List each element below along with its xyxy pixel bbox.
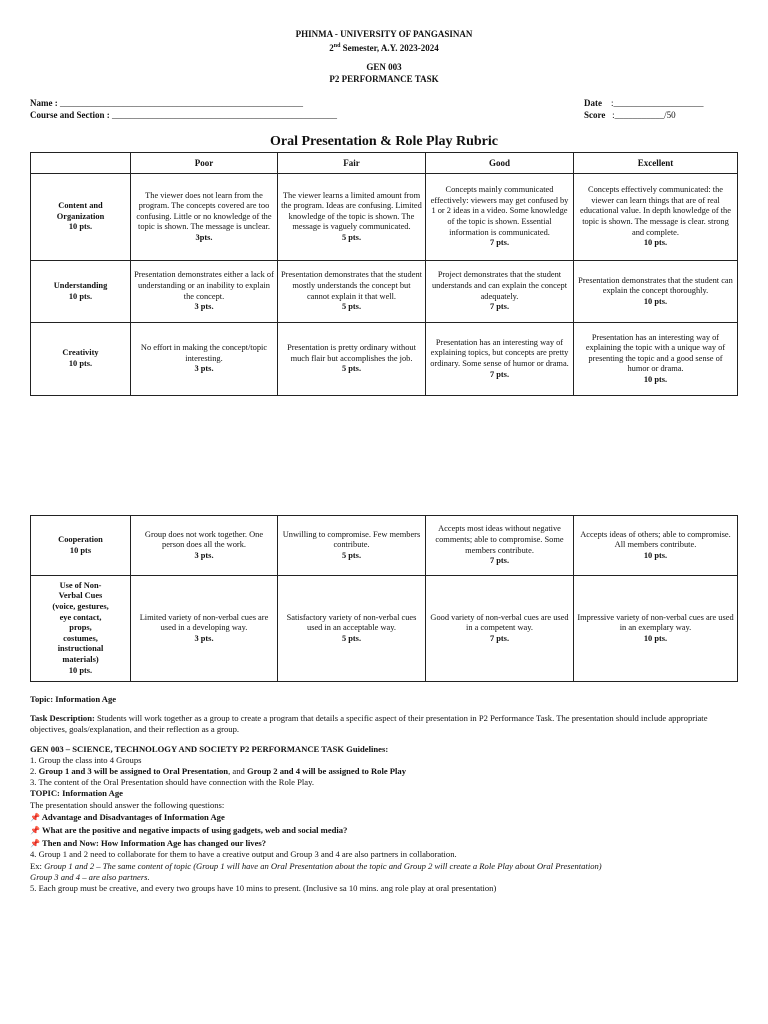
cell-description: Limited variety of non-verbal cues are used in a developing way. — [139, 612, 269, 633]
criterion-line: 10 pts. — [68, 291, 93, 301]
cell-points: 5 pts. — [341, 364, 362, 374]
cell-points: 7 pts. — [489, 556, 510, 566]
cell-points: 10 pts. — [643, 238, 668, 248]
rubric-cell — [131, 261, 278, 323]
cell-points: 10 pts. — [643, 296, 668, 306]
rubric-table-top — [30, 152, 738, 396]
rubric-cell — [426, 323, 574, 396]
rubric-cell — [574, 174, 738, 261]
cell-points: 3 pts. — [194, 633, 214, 643]
guidelines-title: GEN 003 – SCIENCE, TECHNOLOGY AND SOCIETY P2 PERFORMANCE TASK Guidelines: — [30, 743, 389, 754]
rubric-cell — [131, 323, 278, 396]
criterion-line: Organization — [56, 211, 105, 221]
table-row — [31, 261, 738, 323]
cell-description: Presentation demonstrates that the student mostly understands the concept but cannot explain it that well. — [281, 270, 422, 301]
criterion-cell — [31, 516, 131, 576]
rubric-title: Oral Presentation & Role Play Rubric — [270, 134, 498, 149]
example-label: Ex: — [30, 860, 45, 871]
cell-points: 5 pts. — [341, 550, 362, 560]
guideline-2-bold-2: Group 2 and 4 will be assigned to Role Play — [246, 766, 407, 777]
cell-description: The viewer does not learn from the program. The concepts covered are too confusing. Little or no knowledge of the topic is shown. The message is unclear. — [136, 190, 272, 232]
criterion-cell — [31, 576, 131, 682]
topic-line: Topic: Information Age — [30, 694, 117, 704]
cell-description: Presentation demonstrates either a lack of understanding or an inability to explain the concept. — [134, 270, 274, 301]
criterion-line: 10 pts. — [68, 359, 93, 368]
criterion-line: Creativity — [62, 348, 99, 358]
score-line: :___________/50 — [612, 110, 676, 120]
course-code: GEN 003 — [366, 62, 402, 72]
rubric-cell — [574, 323, 738, 396]
semester-suffix: nd — [333, 43, 341, 49]
rubric-cell — [131, 174, 278, 261]
task-description-label: Task Description: — [30, 713, 95, 724]
cell-points: 7 pts. — [489, 302, 510, 312]
question-2-text: What are the positive and negative impacts of using gadgets, web and social media? — [42, 825, 348, 836]
criterion-line: materials) — [62, 654, 99, 664]
cell-points: 7 pts. — [489, 633, 510, 643]
cell-description: Impressive variety of non-verbal cues are used in an exemplary way. — [577, 612, 734, 633]
cell-points: 3pts. — [195, 232, 213, 242]
criterion-line: costumes, — [63, 633, 98, 643]
pin-icon: 📌 — [30, 826, 40, 836]
name-field[interactable] — [30, 97, 303, 109]
date-label: Date — [584, 98, 602, 108]
guideline-4: 4. Group 1 and 2 need to collaborate for them to have a creative output and Group 3 and 4 are also partners in collaboration. — [30, 849, 457, 860]
semester-line — [0, 40, 768, 54]
table-row — [31, 576, 738, 682]
cell-description: Satisfactory variety of non-verbal cues used in an acceptable way. — [286, 612, 417, 633]
example-text: Group 1 and 2 – The same content of topic (Group 1 will have an Oral Presentation about the topic and Group 2 will create a Role Play about Oral Presentation) — [44, 860, 602, 871]
date-line: :____________________ — [611, 98, 704, 108]
table-row — [31, 323, 738, 396]
guideline-5: 5. Each group must be creative, and every two groups have 10 mins to present. (Inclusive sa 10 mins. ang role play at oral presentation) — [30, 883, 497, 894]
course-section-label: Course and Section : — [30, 110, 110, 120]
rubric-cell — [426, 261, 574, 323]
criterion-line: Use of Non- — [59, 580, 102, 590]
question-1-text: Advantage and Disadvantages of Information Age — [41, 811, 225, 822]
rubric-cell — [278, 516, 426, 576]
task-title: P2 PERFORMANCE TASK — [329, 74, 439, 84]
guideline-2-num: 2. — [30, 766, 39, 777]
criterion-cell — [31, 323, 131, 396]
question-2 — [30, 825, 742, 836]
guideline-2 — [30, 766, 742, 777]
cell-description: Concepts mainly communicated effectively: viewers may get confused by 1 or 2 ideas in a video. Some knowledge of the topic is shown. Essential information is communicated. — [430, 185, 569, 237]
criterion-cell — [31, 261, 131, 323]
question-3 — [30, 838, 742, 849]
cell-description: Accepts most ideas without negative comments; able to compromise. Some members contribute. — [435, 524, 564, 555]
cell-points: 5 pts. — [341, 232, 362, 242]
course-section-field[interactable] — [30, 109, 337, 121]
rubric-cell — [426, 174, 574, 261]
table-row — [31, 174, 738, 261]
criterion-line: 10 pts. — [68, 665, 93, 675]
question-1 — [30, 812, 742, 823]
rubric-cell — [574, 261, 738, 323]
cell-description: Presentation demonstrates that the student can explain the concept thoroughly. — [578, 275, 733, 296]
header-poor: Poor — [131, 153, 278, 174]
table-row — [31, 516, 738, 576]
table-header-row — [31, 153, 738, 174]
score-field[interactable] — [584, 109, 676, 121]
criterion-line: props, — [69, 623, 92, 633]
rubric-cell — [278, 323, 426, 396]
criterion-line: 10 pts. — [68, 222, 93, 232]
cell-description: Presentation is pretty ordinary without much flair but accomplishes the job. — [287, 343, 416, 363]
criterion-line: Understanding — [53, 280, 108, 290]
header-good: Good — [426, 153, 574, 174]
semester-number: 2 — [329, 43, 334, 53]
task-description-text: Students will work together as a group to create a program that details a specific aspect of their presentation in P2 Performance Task. The presentation should include appropriate objectives, goals/explanation, and their reflection as a group. — [30, 713, 708, 735]
guideline-1: 1. Group the class into 4 Groups — [30, 754, 142, 765]
rubric-table-bottom — [30, 515, 738, 682]
rubric-cell — [278, 261, 426, 323]
rubric-cell — [131, 516, 278, 576]
cell-points: 7 pts. — [489, 238, 510, 248]
name-line: ______________________________________________________ — [60, 98, 303, 108]
cell-description: Presentation has an interesting way of explaining the topic with a unique way of presenting the topic and a good sense of humor or drama. — [585, 332, 726, 374]
task-description — [30, 713, 742, 735]
cell-points: 10 pts. — [643, 550, 668, 560]
date-field[interactable] — [584, 97, 704, 109]
rubric-cell — [278, 174, 426, 261]
example-line — [30, 861, 742, 872]
cell-points: 10 pts. — [643, 374, 668, 384]
guideline-2-mid: , and — [228, 766, 247, 777]
cell-points: 3 pts. — [194, 550, 214, 560]
cell-points: 3 pts. — [194, 302, 214, 312]
topic-heading: TOPIC: Information Age — [30, 788, 123, 799]
pin-icon: 📌 — [30, 812, 40, 822]
rubric-cell — [574, 576, 738, 682]
name-label: Name : — [30, 98, 58, 108]
criterion-line: instructional — [57, 644, 104, 654]
criterion-line: Content and — [58, 201, 103, 211]
score-label: Score — [584, 110, 606, 120]
criterion-line: Cooperation — [58, 534, 103, 544]
rubric-cell — [131, 576, 278, 682]
criterion-line: eye contact, — [59, 612, 102, 622]
cell-description: Group does not work together. One person does all the work. — [144, 529, 264, 550]
criterion-line: Verbal Cues — [58, 591, 103, 601]
cell-description: Concepts effectively communicated: the viewer can learn things that are of real educational value. In depth knowledge of the topic is shown. The message is clear. strong and complete. — [580, 185, 731, 237]
cell-description: Project demonstrates that the student understands and can explain the concept adequately. — [431, 270, 568, 301]
criterion-cell — [31, 174, 131, 261]
cell-description: Presentation has an interesting way of explaining topics, but concepts are pretty ordinary. Some sense of humor or drama. — [430, 337, 569, 368]
questions-intro: The presentation should answer the following questions: — [30, 799, 225, 810]
criterion-line: (voice, gestures, — [52, 602, 109, 612]
cell-points: 3 pts. — [194, 364, 214, 374]
cell-points: 5 pts. — [341, 302, 362, 312]
body-text — [30, 694, 742, 894]
header-excellent: Excellent — [574, 153, 738, 174]
cell-points: 7 pts. — [489, 369, 510, 379]
cell-points: 5 pts. — [341, 633, 362, 643]
pin-icon: 📌 — [30, 839, 40, 849]
rubric-cell — [426, 576, 574, 682]
cell-description: Good variety of non-verbal cues are used in a competent way. — [430, 612, 569, 633]
guideline-2-bold-1: Group 1 and 3 will be assigned to Oral Presentation — [38, 766, 229, 777]
rubric-cell — [426, 516, 574, 576]
header-blank — [31, 153, 131, 174]
criterion-line: 10 pts — [69, 545, 92, 555]
question-3-text: Then and Now: How Information Age has changed our lives? — [42, 838, 267, 849]
example-line-2: Group 3 and 4 – are also partners. — [30, 871, 150, 882]
guideline-3: 3. The content of the Oral Presentation should have connection with the Role Play. — [30, 777, 315, 788]
rubric-cell — [278, 576, 426, 682]
cell-description: Unwilling to compromise. Few members contribute. — [282, 529, 421, 550]
rubric-cell — [574, 516, 738, 576]
cell-description: No effort in making the concept/topic interesting. — [140, 343, 268, 363]
course-section-line: __________________________________________________ — [112, 110, 338, 120]
header-fair: Fair — [278, 153, 426, 174]
university-name: PHINMA - UNIVERSITY OF PANGASINAN — [295, 29, 473, 39]
cell-description: Accepts ideas of others; able to compromise. All members contribute. — [580, 529, 731, 550]
cell-description: The viewer learns a limited amount from the program. Ideas are confusing. Limited knowledge of the topic is shown. The message is vaguely communicated. — [281, 190, 422, 232]
cell-points: 10 pts. — [643, 633, 668, 643]
semester-text: Semester, A.Y. 2023-2024 — [340, 43, 439, 53]
